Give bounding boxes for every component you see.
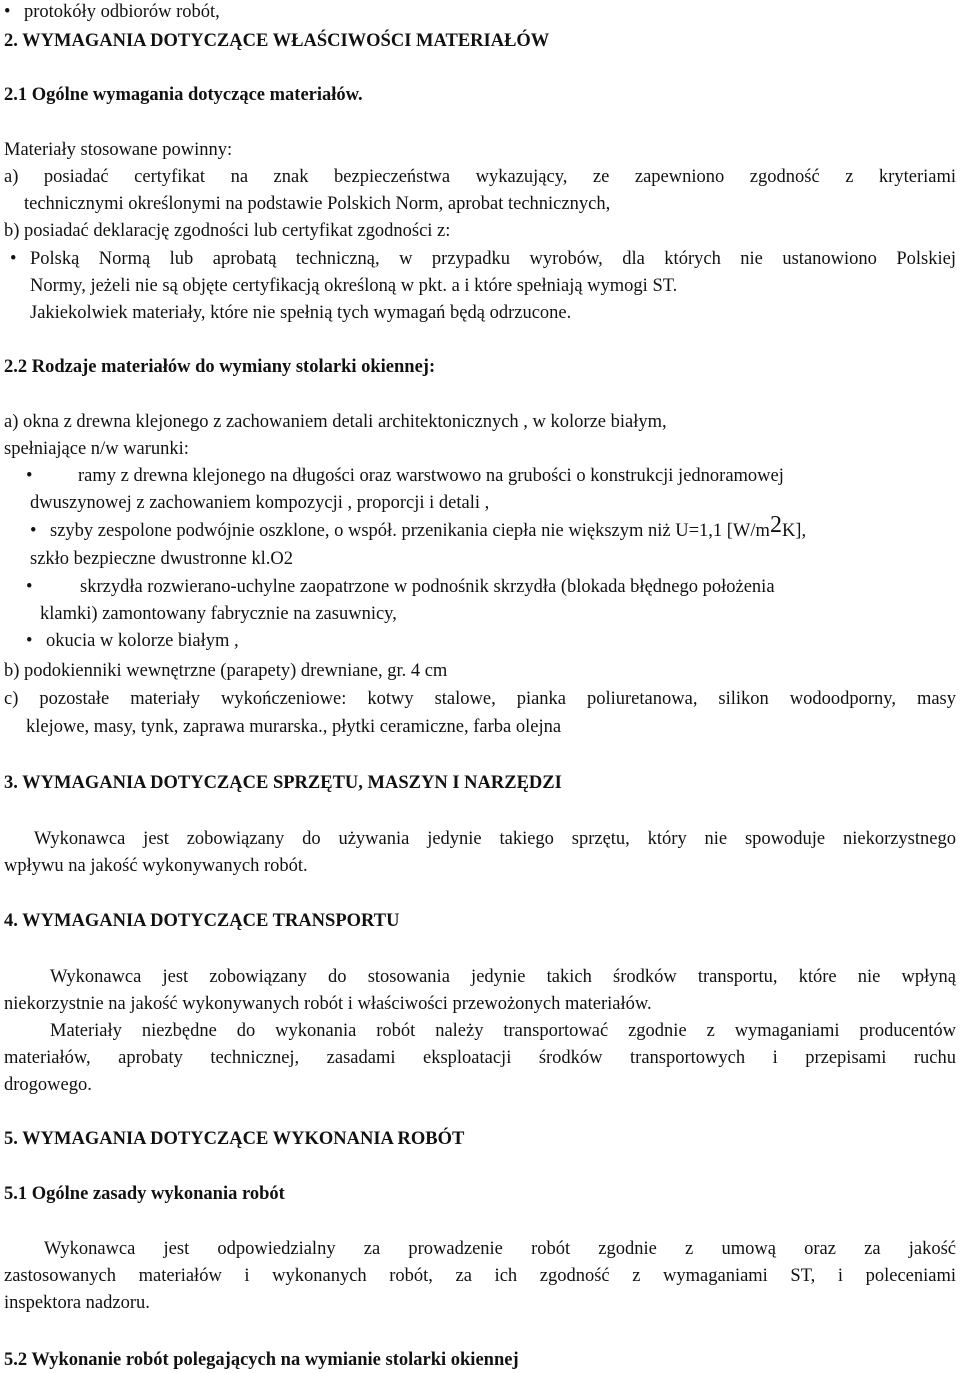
list-item: • szyby zespolone podwójnie oszklone, o współ. przenikania ciepła nie większym niż U=1,1 $[W/m^2K]$, (30, 512, 807, 541)
bullet-icon: • (26, 577, 33, 597)
paragraph: Wykonawca jest zobowiązany do używania jedynie takiego sprzętu, który nie spowoduje niekorzystnego (34, 829, 956, 849)
paragraph: klamki) zamontowany fabrycznie na zasuwnicy, (40, 604, 397, 624)
paragraph: Wykonawca jest zobowiązany do stosowania jedynie takich środków transportu, które nie wpłyną (50, 967, 956, 987)
subsection-heading-2-2: 2.2 Rodzaje materiałów do wymiany stolarki okiennej: (4, 357, 436, 377)
subsection-heading-5-2: 5.2 Wykonanie robót polegających na wymianie stolarki okiennej (4, 1350, 519, 1370)
bullet-icon: • (26, 631, 33, 651)
bullet-icon: • (30, 521, 37, 541)
bullet-icon: • (4, 2, 11, 22)
paragraph: materiałów, aprobaty technicznej, zasadami eksploatacji środków transportowych i przepisami ruchu (4, 1048, 956, 1068)
paragraph: Normy, jeżeli nie są objęte certyfikacją określoną w pkt. a i które spełniają wymogi ST. (30, 276, 678, 296)
paragraph: Materiały stosowane powinny: (4, 140, 233, 160)
paragraph: b) podokienniki wewnętrzne (parapety) drewniane, gr. 4 cm (4, 661, 448, 681)
paragraph: dwuszynowej z zachowaniem kompozycji , proporcji i detali , (30, 493, 490, 513)
list-item: • skrzydła rozwierano-uchylne zaopatrzone w podnośnik skrzydła (blokada błędnego położenia (26, 577, 775, 597)
list-item: • ramy z drewna klejonego na długości oraz warstwowo na grubości o konstrukcji jednoramowej (26, 466, 784, 486)
paragraph: niekorzystnie na jakość wykonywanych robót i właściwości przewożonych materiałów. (4, 994, 652, 1014)
paragraph: Jakiekolwiek materiały, które nie spełnią tych wymagań będą odrzucone. (30, 303, 572, 323)
paragraph: b) posiadać deklarację zgodności lub certyfikat zgodności z: (4, 221, 451, 241)
list-item: • okucia w kolorze białym , (26, 631, 239, 651)
bullet-icon: • (26, 466, 33, 486)
bullet-icon: • (10, 249, 17, 269)
subsection-heading-2-1: 2.1 Ogólne wymagania dotyczące materiałów. (4, 85, 363, 105)
paragraph: Materiały niezbędne do wykonania robót należy transportować zgodnie z wymaganiami producentów (50, 1021, 956, 1041)
paragraph: wpływu na jakość wykonywanych robót. (4, 856, 308, 876)
subsection-heading-5-1: 5.1 Ogólne zasady wykonania robót (4, 1184, 285, 1204)
paragraph: inspektora nadzoru. (4, 1293, 150, 1313)
paragraph: c) pozostałe materiały wykończeniowe: kotwy stalowe, pianka poliuretanowa, silikon wodoodporny, masy (4, 689, 956, 709)
paragraph: technicznymi określonymi na podstawie Polskich Norm, aprobat technicznych, (24, 194, 611, 214)
list-item: • protokóły odbiorów robót, (4, 2, 220, 22)
section-heading-5: 5. WYMAGANIA DOTYCZĄCE WYKONANIA ROBÓT (4, 1129, 465, 1149)
section-heading-3: 3. WYMAGANIA DOTYCZĄCE SPRZĘTU, MASZYN I NARZĘDZI (4, 773, 562, 793)
paragraph: drogowego. (4, 1075, 92, 1095)
paragraph: a) posiadać certyfikat na znak bezpieczeństwa wykazujący, ze zapewniono zgodność z kryteriami (4, 167, 956, 187)
section-heading-2: 2. WYMAGANIA DOTYCZĄCE WŁAŚCIWOŚCI MATERIAŁÓW (4, 31, 550, 51)
paragraph: a) okna z drewna klejonego z zachowaniem detali architektonicznych , w kolorze białym, (4, 412, 667, 432)
paragraph: spełniające n/w warunki: (4, 439, 189, 459)
paragraph: zastosowanych materiałów i wykonanych robót, za ich zgodność z wymaganiami ST, i poleceniami (4, 1266, 956, 1286)
section-heading-4: 4. WYMAGANIA DOTYCZĄCE TRANSPORTU (4, 911, 400, 931)
paragraph: Wykonawca jest odpowiedzialny za prowadzenie robót zgodnie z umową oraz za jakość (44, 1239, 956, 1259)
paragraph: klejowe, masy, tynk, zaprawa murarska., płytki ceramiczne, farba olejna (26, 717, 562, 737)
list-item: • Polską Normą lub aprobatą techniczną, w przypadku wyrobów, dla których nie ustanowiono Polskiej (10, 249, 956, 269)
paragraph: szkło bezpieczne dwustronne kl.O2 (30, 549, 294, 569)
